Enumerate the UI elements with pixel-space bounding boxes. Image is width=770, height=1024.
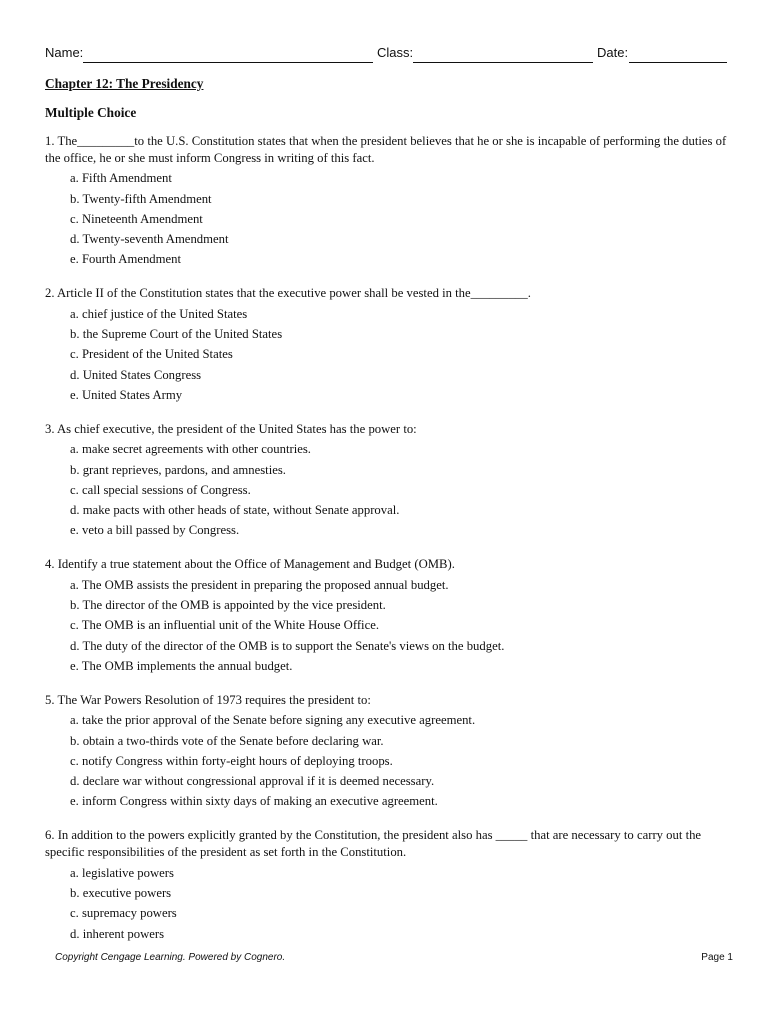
- page-number: Page 1: [701, 952, 733, 963]
- copyright-text: Copyright Cengage Learning. Powered by Cognero.: [55, 952, 286, 963]
- class-label: Class:: [377, 45, 414, 60]
- question-text: 2. Article II of the Constitution states that the executive power shall be vested in the_________.: [45, 286, 531, 301]
- answer-option: e. inform Congress within sixty days of making an executive agreement.: [70, 794, 438, 809]
- answer-option: b. executive powers: [70, 886, 172, 901]
- answer-option: d. United States Congress: [70, 367, 202, 382]
- answer-option: d. Twenty-seventh Amendment: [70, 232, 229, 247]
- answer-option: e. The OMB implements the annual budget.: [70, 658, 293, 673]
- question-text: 6. In addition to the powers explicitly granted by the Constitution, the president also has _____ that are necessary to carry out the specific responsibilities of the president as set forth in the Constitution.: [45, 828, 702, 860]
- date-label: Date:: [597, 45, 629, 60]
- student-info-header: [45, 45, 727, 65]
- answer-option: e. veto a bill passed by Congress.: [70, 523, 240, 538]
- answer-option: c. President of the United States: [70, 347, 233, 362]
- answer-option: b. obtain a two-thirds vote of the Senate before declaring war.: [70, 733, 384, 748]
- answer-option: b. the Supreme Court of the United States: [70, 327, 283, 342]
- question-1: [45, 133, 735, 268]
- chapter-title: Chapter 12: The Presidency: [45, 76, 204, 91]
- answer-option: c. Nineteenth Amendment: [70, 211, 203, 226]
- answer-option: a. The OMB assists the president in preparing the proposed annual budget.: [70, 577, 449, 592]
- date-blank-line: [629, 62, 727, 63]
- answer-option: a. take the prior approval of the Senate before signing any executive agreement.: [70, 713, 476, 728]
- question-5: [45, 692, 735, 810]
- section-title: Multiple Choice: [45, 105, 137, 120]
- answer-option: c. The OMB is an influential unit of the White House Office.: [70, 618, 380, 633]
- answer-option: b. The director of the OMB is appointed by the vice president.: [70, 598, 386, 613]
- name-blank-line: [83, 62, 373, 63]
- answer-option: e. United States Army: [70, 387, 183, 402]
- answer-option: d. The duty of the director of the OMB is to support the Senate's views on the budget.: [70, 638, 505, 653]
- question-list: [45, 133, 735, 943]
- name-label: Name:: [45, 45, 84, 60]
- answer-option: c. supremacy powers: [70, 906, 177, 921]
- answer-option: b. Twenty-fifth Amendment: [70, 191, 212, 206]
- question-text: 5. The War Powers Resolution of 1973 requires the president to:: [45, 692, 371, 707]
- answer-option: d. inherent powers: [70, 926, 165, 941]
- answer-option: d. declare war without congressional approval if it is deemed necessary.: [70, 774, 435, 789]
- question-text: 4. Identify a true statement about the Office of Management and Budget (OMB).: [45, 557, 455, 572]
- question-2: [45, 285, 735, 403]
- answer-option: a. chief justice of the United States: [70, 306, 248, 321]
- answer-option: c. call special sessions of Congress.: [70, 482, 251, 497]
- answer-option: d. make pacts with other heads of state, without Senate approval.: [70, 503, 400, 518]
- answer-option: a. Fifth Amendment: [70, 171, 172, 186]
- question-3: [45, 421, 735, 539]
- question-text: 3. As chief executive, the president of the United States has the power to:: [45, 421, 417, 436]
- question-6: [45, 827, 735, 942]
- answer-option: a. make secret agreements with other countries.: [70, 442, 311, 457]
- document-body: [45, 72, 735, 943]
- answer-option: e. Fourth Amendment: [70, 252, 182, 267]
- answer-option: c. notify Congress within forty-eight hours of deploying troops.: [70, 753, 393, 768]
- question-4: [45, 556, 735, 674]
- question-text: 1. The_________to the U.S. Constitution states that when the president believes that he or she is incapable of performing the duties of the office, he or she must inform Congress in writing of this fact.: [45, 134, 727, 165]
- class-blank-line: [413, 62, 593, 63]
- answer-option: a. legislative powers: [70, 865, 174, 880]
- answer-option: b. grant reprieves, pardons, and amnesties.: [70, 462, 286, 477]
